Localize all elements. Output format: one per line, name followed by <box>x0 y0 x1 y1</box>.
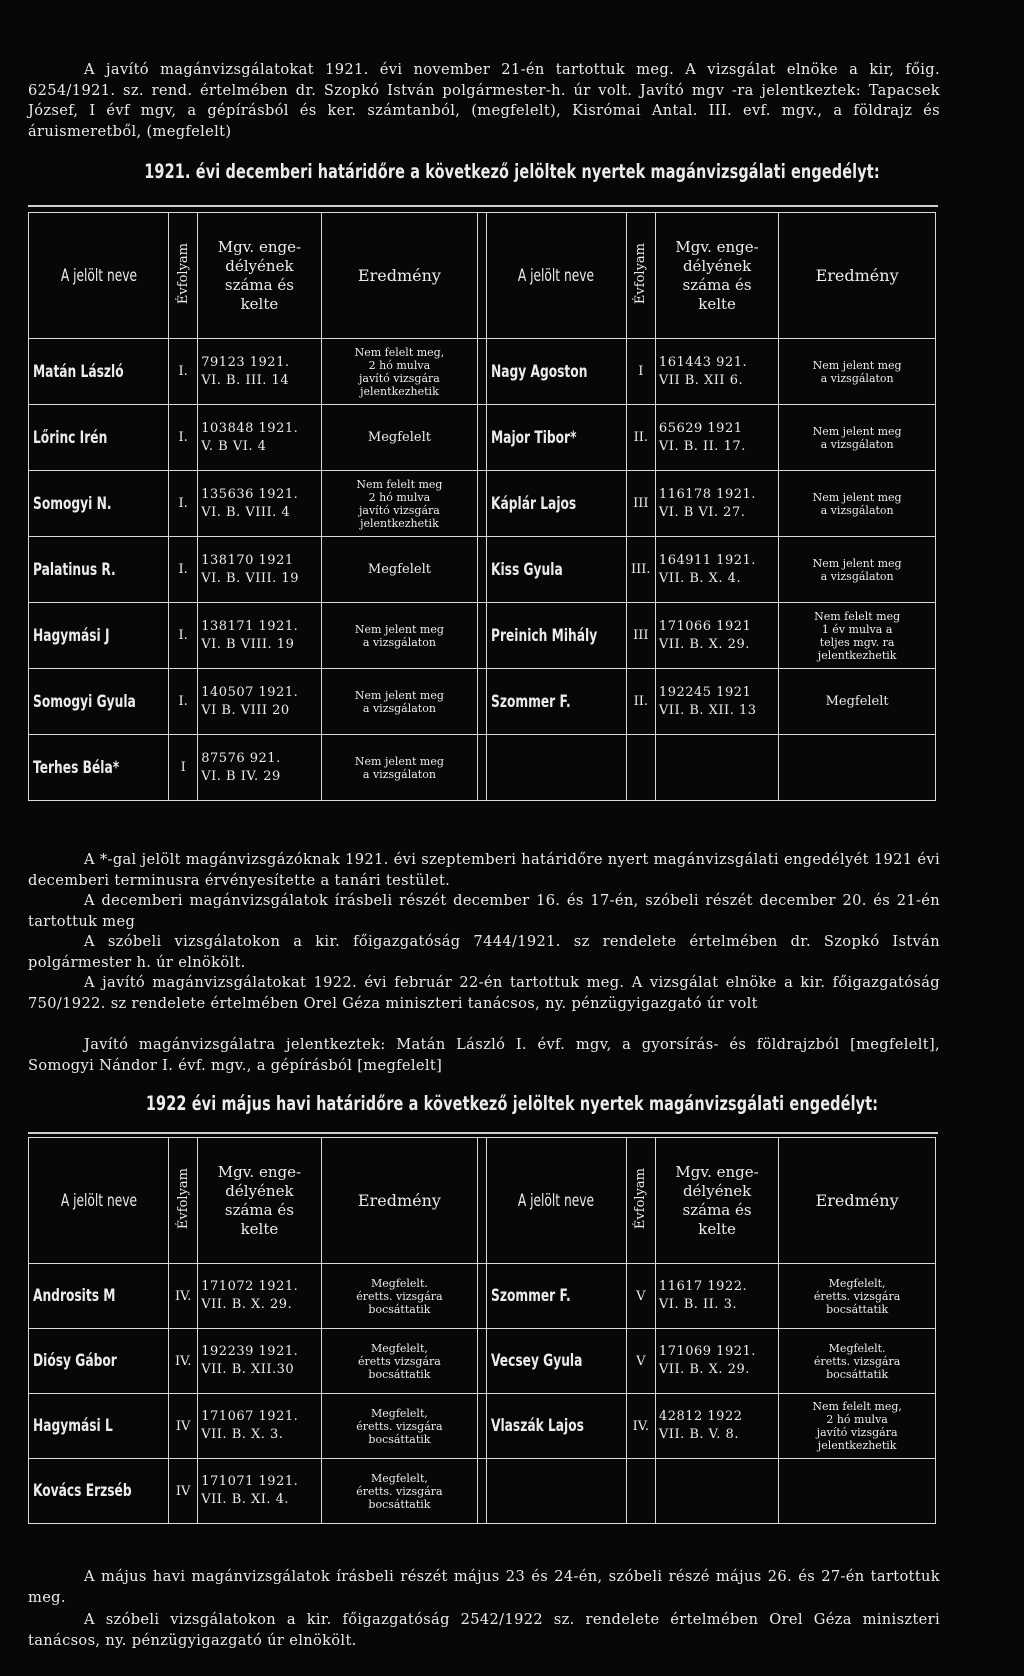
result-line: javító vizsgára <box>359 371 440 385</box>
permit-date-line: VI. B. II. 3. <box>658 1297 737 1312</box>
result-cell-right <box>779 669 936 735</box>
candidate-name-text: Káplár Lajos <box>490 493 576 514</box>
table-divider <box>478 1459 486 1524</box>
candidate-name-text: Terhes Béla* <box>33 757 120 778</box>
header-name-left: A jelölt neve <box>29 1138 169 1264</box>
december-oral-chair: A szóbeli vizsgálatokon a kir. főigazgatóság 7444/1921. sz rendelete értelmében dr. Szopkó István polgármester h. úr elnökölt. <box>28 933 940 971</box>
permit-number-left <box>198 1459 321 1524</box>
candidate-name-text: Palatinus R. <box>33 559 116 580</box>
result-cell-left <box>321 603 478 669</box>
table-divider <box>478 1138 486 1264</box>
permit-table-1922 <box>28 1137 936 1524</box>
permit-number-line: 65629 1921 <box>658 420 743 436</box>
header-result-left: Eredmény <box>321 213 478 339</box>
permit-number-line: 171071 1921. <box>201 1474 299 1489</box>
result-line: éretts. vizsgára <box>356 1289 443 1303</box>
permit-date-line: VII B. XII 6. <box>658 372 744 388</box>
table-row <box>29 735 936 801</box>
permit-number-right <box>655 405 778 471</box>
table-divider <box>478 669 486 735</box>
intro-paragraph: A javító magánvizsgálatokat 1921. évi november 21-én tartottuk meg. A vizsgálat elnöke a kir, főig. 6254/1921. sz. rend. értelmében dr. Szopkó István polgármester-h. úr volt. Javító mgv -ra jelentkeztek: Tapacsek József, I évf mgv, a gépírásból és ker. számtanból, (megfelelt), Kisrómai Antal. III. evf. mgv., a földrajz és áruismeretből, (megfelelt) <box>28 61 940 140</box>
permit-number-right <box>655 603 778 669</box>
candidate-name-text: Nagy Agoston <box>490 361 588 382</box>
result-line: jelentkezhetik <box>360 384 439 398</box>
table-divider <box>478 213 486 339</box>
header-year-right: Évfolyam <box>626 1138 655 1264</box>
result-line: 2 hó mulva <box>368 358 431 372</box>
candidate-name-right <box>486 1264 626 1329</box>
candidate-name-left <box>29 735 169 801</box>
result-line: bocsáttatik <box>368 1302 431 1316</box>
candidate-name-text: Somogyi Gyula <box>33 691 136 712</box>
permit-date-line: VII. B. X. 4. <box>658 570 742 586</box>
permit-number-right <box>655 1329 778 1394</box>
candidate-name-text: Vlaszák Lajos <box>490 1416 584 1436</box>
permit-number-left <box>198 537 321 603</box>
table-divider <box>478 735 486 801</box>
permit-number-left <box>198 603 321 669</box>
permit-date-line: VI. B. II. 17. <box>658 438 746 454</box>
permit-date-line: VI. B VIII. 19 <box>201 636 295 652</box>
december-exam-dates: A decemberi magánvizsgálatok írásbeli részét december 16. és 17-én, szóbeli részét december 20. és 21-én tartottuk meg <box>28 892 940 930</box>
permit-date-line: VII. B. XII.30 <box>201 1362 295 1377</box>
table-row <box>29 1329 936 1394</box>
candidate-name-right <box>486 405 626 471</box>
result-line: bocsáttatik <box>826 1367 889 1381</box>
permit-date-line: VI. B. VIII. 19 <box>201 570 299 586</box>
header-name-right: A jelölt neve <box>486 1138 626 1264</box>
result-line: javító vizsgára <box>359 503 440 517</box>
year-cell-right: II. <box>626 405 655 471</box>
permit-number-line: 135636 1921. <box>201 486 299 502</box>
result-cell-right <box>779 1329 936 1394</box>
year-cell-right: IV. <box>626 1394 655 1459</box>
permit-number-left <box>198 1264 321 1329</box>
result-line: Megfelelt <box>367 430 431 445</box>
year-cell-left: IV <box>169 1394 198 1459</box>
permit-date-line: VI B. VIII 20 <box>201 702 290 718</box>
permit-date-line: VII. B. X. 29. <box>658 636 750 652</box>
heading-december-1921: 1921. évi decemberi határidőre a következő jelöltek nyertek magánvizsgálati engedélyt: <box>144 160 880 183</box>
candidate-name-left <box>29 405 169 471</box>
year-cell-left: I. <box>169 339 198 405</box>
result-line: bocsáttatik <box>826 1302 889 1316</box>
permit-date-line: VII. B. X. 3. <box>201 1427 284 1442</box>
year-cell-left: I. <box>169 669 198 735</box>
permit-date-line: VI. B. III. 14 <box>201 372 290 388</box>
candidate-name-text: Vecsey Gyula <box>490 1351 583 1371</box>
result-cell-left <box>321 1264 478 1329</box>
year-cell-left: IV <box>169 1459 198 1524</box>
candidate-name-left <box>29 1394 169 1459</box>
result-line: bocsáttatik <box>368 1367 431 1381</box>
permit-date-line: VII. B. V. 8. <box>658 1427 739 1442</box>
empty-cell <box>486 735 626 801</box>
candidate-name-text: Matán László <box>33 361 124 382</box>
header-permit-right: Mgv. enge- délyének száma és kelte <box>655 213 778 339</box>
empty-cell <box>779 735 936 801</box>
table-divider <box>478 1394 486 1459</box>
permit-number-line: 171067 1921. <box>201 1409 299 1424</box>
year-cell-left: I <box>169 735 198 801</box>
result-line: Nem felelt meg <box>814 609 901 623</box>
candidate-name-text: Hagymási L <box>33 1416 113 1436</box>
empty-cell <box>626 1459 655 1524</box>
result-line: Nem jelent meg <box>354 688 444 702</box>
permit-number-line: 138170 1921 <box>201 552 294 568</box>
table-divider <box>478 471 486 537</box>
result-cell-left <box>321 1329 478 1394</box>
table-row <box>29 1459 936 1524</box>
permit-number-line: 171072 1921. <box>201 1279 299 1294</box>
year-cell-right: II. <box>626 669 655 735</box>
header-permit-left: Mgv. enge- délyének száma és kelte <box>198 1138 321 1264</box>
permit-date-line: VII. B. XII. 13 <box>658 702 757 718</box>
candidate-name-left <box>29 603 169 669</box>
permit-number-left <box>198 339 321 405</box>
header-year-left: Évfolyam <box>169 213 198 339</box>
permit-number-line: 171069 1921. <box>658 1344 756 1359</box>
table-divider <box>478 537 486 603</box>
candidate-name-text: Kiss Gyula <box>490 559 563 580</box>
result-line: Nem jelent meg <box>354 754 444 768</box>
permit-date-line: VII. B. X. 29. <box>658 1362 750 1377</box>
result-cell-left <box>321 537 478 603</box>
result-line: Nem felelt meg <box>356 477 443 491</box>
result-line: a vizsgálaton <box>362 635 436 649</box>
year-cell-right: V <box>626 1329 655 1394</box>
result-cell-right <box>779 1264 936 1329</box>
candidate-name-right <box>486 471 626 537</box>
permit-number-line: 140507 1921. <box>201 684 299 700</box>
result-line: éretts vizsgára <box>358 1354 441 1368</box>
result-line: Nem jelent meg <box>812 424 902 438</box>
permit-date-line: VII. B. XI. 4. <box>201 1492 290 1507</box>
result-line: Nem felelt meg, <box>354 345 445 359</box>
header-name-left: A jelölt neve <box>29 213 169 339</box>
year-cell-left: I. <box>169 471 198 537</box>
candidate-name-text: Hagymási J <box>33 625 110 646</box>
candidate-name-text: Major Tibor* <box>490 427 577 448</box>
year-cell-left: IV. <box>169 1264 198 1329</box>
result-line: Megfelelt, <box>371 1341 428 1355</box>
year-cell-right: V <box>626 1264 655 1329</box>
candidate-name-left <box>29 1264 169 1329</box>
result-line: Megfelelt <box>825 694 889 709</box>
result-cell-left <box>321 1459 478 1524</box>
result-line: 2 hó mulva <box>368 490 431 504</box>
result-line: Nem felelt meg, <box>812 1400 902 1413</box>
year-cell-right: I <box>626 339 655 405</box>
empty-cell <box>779 1459 936 1524</box>
permit-number-line: 79123 1921. <box>201 354 290 370</box>
permit-date-line: VII. B. X. 29. <box>201 1297 293 1312</box>
result-line: Nem jelent meg <box>354 622 444 636</box>
result-line: a vizsgálaton <box>820 437 894 451</box>
result-line: éretts. vizsgára <box>356 1484 443 1498</box>
result-line: Nem jelent meg <box>812 556 902 570</box>
table-row <box>29 471 936 537</box>
empty-cell <box>626 735 655 801</box>
result-line: teljes mgv. ra <box>819 635 895 649</box>
year-cell-right: III <box>626 471 655 537</box>
permit-number-line: 192245 1921 <box>658 684 752 700</box>
header-result-right: Eredmény <box>779 213 936 339</box>
empty-cell <box>486 1459 626 1524</box>
table-divider <box>478 1329 486 1394</box>
permit-number-left <box>198 669 321 735</box>
candidate-name-left <box>29 471 169 537</box>
result-line: éretts. vizsgára <box>813 1289 901 1303</box>
empty-cell <box>655 1459 778 1524</box>
permit-date-line: V. B VI. 4 <box>201 438 267 454</box>
result-line: Megfelelt. <box>828 1341 886 1355</box>
header-year-right: Évfolyam <box>626 213 655 339</box>
result-line: jelentkezhetik <box>360 516 439 530</box>
permit-number-line: 87576 921. <box>201 750 281 766</box>
permit-number-right <box>655 339 778 405</box>
candidate-name-left <box>29 669 169 735</box>
may-exam-dates: A május havi magánvizsgálatok írásbeli részét május 23 és 24-én, szóbeli részé május 26. és 27-én tartottuk meg. <box>28 1568 940 1606</box>
result-line: jelentkezhetik <box>817 1439 897 1452</box>
result-cell-left <box>321 471 478 537</box>
year-cell-left: I. <box>169 603 198 669</box>
repeat-exam-applicants: Javító magánvizsgálatra jelentkeztek: Matán László I. évf. mgv, a gyorsírás- és földrajzból [megfelelt], Somogyi Nándor I. évf. mgv., a gépírásból [megfelelt] <box>28 1036 940 1074</box>
permit-number-line: 42812 1922 <box>658 1409 743 1424</box>
result-cell-left <box>321 735 478 801</box>
candidate-name-text: Kovács Erzséb <box>33 1481 132 1501</box>
result-line: Megfelelt, <box>371 1406 428 1420</box>
table2-top-rule <box>28 1132 938 1134</box>
candidate-name-right <box>486 603 626 669</box>
result-line: a vizsgálaton <box>362 701 436 715</box>
result-cell-left <box>321 669 478 735</box>
empty-cell <box>655 735 778 801</box>
permit-number-right <box>655 537 778 603</box>
result-line: Megfelelt, <box>828 1276 886 1290</box>
candidate-name-text: Preinich Mihály <box>490 625 597 646</box>
candidate-name-text: Szommer F. <box>490 1286 571 1306</box>
result-cell-right <box>779 471 936 537</box>
permit-number-line: 192239 1921. <box>201 1344 299 1359</box>
permit-number-right <box>655 471 778 537</box>
candidate-name-right <box>486 339 626 405</box>
candidate-name-text: Szommer F. <box>490 691 571 712</box>
candidate-name-text: Androsits M <box>33 1286 116 1306</box>
result-line: éretts. vizsgára <box>813 1354 901 1368</box>
result-line: Nem jelent meg <box>812 490 902 504</box>
permit-date-line: VI. B IV. 29 <box>201 768 281 784</box>
candidate-name-left <box>29 1329 169 1394</box>
result-line: Megfelelt, <box>371 1471 428 1485</box>
result-line: javító vizsgára <box>816 1426 898 1439</box>
permit-number-line: 164911 1921. <box>658 552 756 568</box>
candidate-name-right <box>486 537 626 603</box>
permit-date-line: VI. B. VIII. 4 <box>201 504 291 520</box>
result-cell-left <box>321 1394 478 1459</box>
header-permit-left: Mgv. enge- délyének száma és kelte <box>198 213 321 339</box>
result-line: Nem jelent meg <box>812 358 902 372</box>
table-row <box>29 1264 936 1329</box>
candidate-name-right <box>486 1394 626 1459</box>
result-line: 2 hó mulva <box>826 1413 888 1426</box>
result-cell-left <box>321 405 478 471</box>
result-line: Megfelelt <box>367 562 431 577</box>
result-line: bocsáttatik <box>368 1497 431 1511</box>
permit-number-left <box>198 471 321 537</box>
permit-number-right <box>655 669 778 735</box>
table-row <box>29 405 936 471</box>
table-row <box>29 669 936 735</box>
result-line: a vizsgálaton <box>820 569 894 583</box>
result-line: éretts. vizsgára <box>356 1419 443 1433</box>
table-divider <box>478 405 486 471</box>
result-cell-left <box>321 339 478 405</box>
permit-number-line: 11617 1922. <box>658 1279 748 1294</box>
header-result-right: Eredmény <box>779 1138 936 1264</box>
table-row <box>29 1394 936 1459</box>
table-divider <box>478 339 486 405</box>
permit-number-line: 171066 1921 <box>658 618 752 634</box>
result-line: 1 év mulva a <box>821 622 893 636</box>
permit-number-left <box>198 405 321 471</box>
permit-number-line: 138171 1921. <box>201 618 299 634</box>
year-cell-left: I. <box>169 405 198 471</box>
header-year-left: Évfolyam <box>169 1138 198 1264</box>
table-divider <box>478 603 486 669</box>
table1-top-rule <box>28 205 938 207</box>
february-repeat-exams: A javító magánvizsgálatokat 1922. évi február 22-én tartottuk meg. A vizsgálat elnöke a kir. főigazgatóság 750/1922. sz rendelete értelmében Orel Géza miniszteri tanácsos, ny. pénzügyigazgató úr volt <box>28 974 940 1012</box>
year-cell-right: III <box>626 603 655 669</box>
year-cell-right: III. <box>626 537 655 603</box>
year-cell-left: IV. <box>169 1329 198 1394</box>
heading-may-1922: 1922 évi május havi határidőre a következő jelöltek nyertek magánvizsgálati engedélyt: <box>145 1092 879 1115</box>
permit-number-left <box>198 735 321 801</box>
result-line: a vizsgálaton <box>820 503 894 517</box>
result-cell-right <box>779 537 936 603</box>
result-cell-right <box>779 1394 936 1459</box>
result-cell-right <box>779 405 936 471</box>
table-divider <box>478 1264 486 1329</box>
result-line: Megfelelt. <box>371 1276 428 1290</box>
table-row <box>29 603 936 669</box>
result-line: a vizsgálaton <box>820 371 894 385</box>
candidate-name-right <box>486 1329 626 1394</box>
table-row <box>29 339 936 405</box>
permit-number-line: 103848 1921. <box>201 420 299 436</box>
candidate-name-text: Diósy Gábor <box>33 1351 117 1371</box>
may-oral-chair: A szóbeli vizsgálatokon a kir. főigazgatóság 2542/1922 sz. rendelete értelmében Orel Géza miniszteri tanácsos, ny. pénzügyigazgató úr elnökölt. <box>28 1611 940 1649</box>
candidate-name-left <box>29 537 169 603</box>
result-cell-right <box>779 339 936 405</box>
asterisk-note: A *-gal jelölt magánvizsgázóknak 1921. évi szeptemberi határidőre nyert magánvizsgálati engedélyét 1921 évi decemberi terminusra érvényesítette a tanári testület. <box>28 851 940 889</box>
result-line: jelentkezhetik <box>817 648 897 662</box>
permit-number-line: 161443 921. <box>658 354 748 370</box>
permit-number-right <box>655 1264 778 1329</box>
header-result-left: Eredmény <box>321 1138 478 1264</box>
candidate-name-text: Lőrinc Irén <box>33 427 108 448</box>
result-cell-right <box>779 603 936 669</box>
result-line: bocsáttatik <box>368 1432 431 1446</box>
result-line: a vizsgálaton <box>362 767 436 781</box>
year-cell-left: I. <box>169 537 198 603</box>
permit-table-1921 <box>28 212 936 801</box>
permit-number-right <box>655 1394 778 1459</box>
candidate-name-left <box>29 1459 169 1524</box>
table-row <box>29 537 936 603</box>
candidate-name-right <box>486 669 626 735</box>
permit-date-line: VI. B VI. 27. <box>658 504 746 520</box>
candidate-name-text: Somogyi N. <box>33 493 112 514</box>
permit-number-line: 116178 1921. <box>658 486 756 502</box>
permit-number-left <box>198 1329 321 1394</box>
header-permit-right: Mgv. enge- délyének száma és kelte <box>655 1138 778 1264</box>
permit-number-left <box>198 1394 321 1459</box>
candidate-name-left <box>29 339 169 405</box>
header-name-right: A jelölt neve <box>486 213 626 339</box>
